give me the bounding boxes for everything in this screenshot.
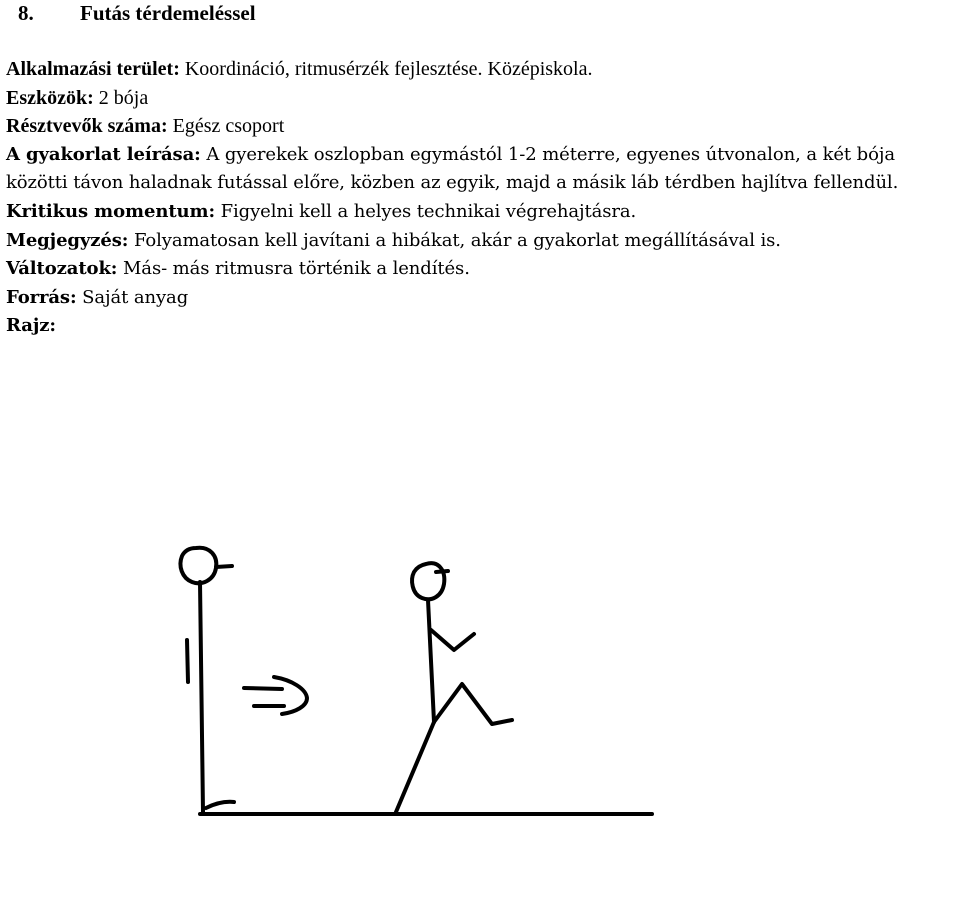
arrow-stroke-upper (244, 688, 282, 689)
field-value: A gyerekek oszlopban egymástól 1-2 méterre, egyenes útvonalon, a két bója közötti távon haladnak futással előre, közben az egyik, majd a másik láb térdben hajlítva fellendül. (6, 143, 899, 194)
field-drawing-label (6, 312, 958, 341)
running-figure-raised-knee (434, 684, 512, 724)
direction-arrow-icon (244, 677, 307, 714)
field-value: Koordináció, ritmusérzék fejlesztése. Középiskola. (179, 58, 593, 80)
field-variants (6, 255, 958, 284)
running-figure-body (428, 600, 434, 722)
field-description (6, 141, 958, 198)
standing-figure-head (180, 548, 216, 583)
field-value: 2 bója (93, 86, 149, 109)
field-value: Figyelni kell a helyes technikai végrehajtásra. (215, 200, 637, 222)
standing-figure-face-mark (216, 566, 232, 567)
field-label: Rajz: (6, 315, 56, 337)
standing-figure-arm (187, 640, 188, 682)
running-figure-head (412, 563, 444, 599)
running-figure-icon (396, 563, 512, 812)
field-label: Megjegyzés: (6, 229, 129, 251)
field-source (6, 284, 958, 313)
standing-figure-icon (180, 548, 234, 812)
running-figure-support-leg (396, 722, 434, 812)
field-label: Résztvevők száma: (6, 115, 168, 138)
exercise-drawing (0, 520, 960, 923)
field-label: A gyakorlat leírása: (6, 143, 201, 165)
field-label: Változatok: (6, 258, 118, 280)
exercise-title: Futás térdemeléssel (80, 1, 256, 25)
field-application-area (6, 55, 958, 84)
exercise-heading (18, 0, 256, 26)
field-value: Egész csoport (167, 115, 285, 138)
standing-figure-body (200, 582, 203, 812)
field-label: Kritikus momentum: (6, 200, 216, 222)
field-value: Saját anyag (76, 286, 189, 308)
field-label: Alkalmazási terület: (6, 58, 180, 80)
field-value: Folyamatosan kell javítani a hibákat, akár a gyakorlat megállításával is. (128, 229, 781, 251)
field-critical-moment (6, 198, 958, 227)
exercise-description (6, 55, 958, 341)
arrow-head (274, 677, 307, 714)
field-equipment (6, 84, 958, 113)
field-participants (6, 112, 958, 141)
standing-figure-foot (206, 802, 234, 808)
running-figure-face-mark (436, 571, 448, 572)
exercise-number: 8. (18, 1, 34, 25)
field-label: Forrás: (6, 286, 77, 308)
field-value: Más- más ritmusra történik a lendítés. (117, 258, 470, 280)
running-figure-arm (431, 630, 474, 650)
field-label: Eszközök: (6, 86, 94, 109)
field-note (6, 227, 958, 256)
